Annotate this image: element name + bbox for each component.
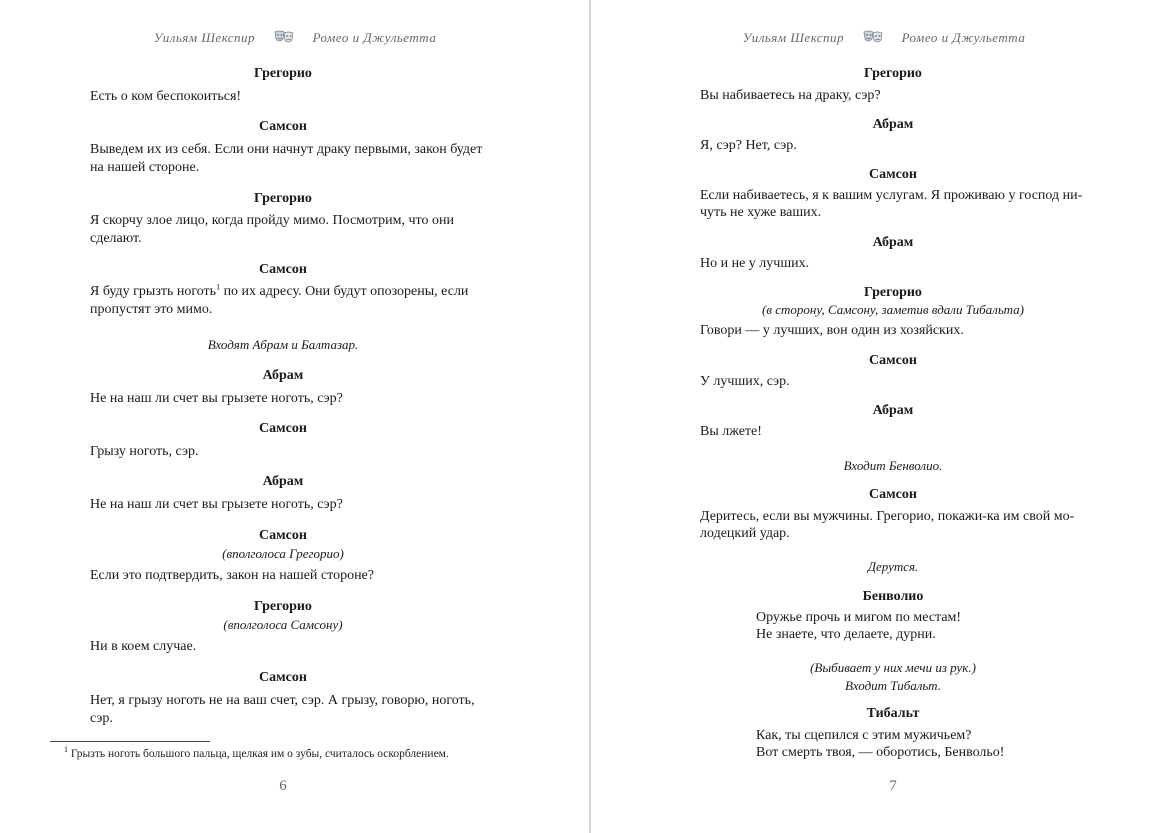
stage-direction: Входит Тибальт. [845,678,941,693]
stage-direction: (вполголоса Грегорио) [222,546,344,561]
dialogue-line: Я, сэр? Нет, сэр. [700,138,797,153]
speaker-name: Грегорио [254,599,312,614]
dialogue-line: Я скорчу злое лицо, когда пройду мимо. Посмотрим, что они [90,213,454,228]
speaker-name: Грегорио [864,285,922,300]
speaker-name: Абрам [872,235,914,250]
dialogue-line: лодецкий удар. [700,526,790,541]
header-title: Ромео и Джульетта [901,30,1026,45]
header-author: Уильям Шекспир [153,30,256,45]
dialogue-line: Я буду грызть ноготь$^1$ по их адресу. Они будут опозорены, если [90,282,469,299]
stage-direction: Дерутся. [867,559,919,574]
theatre-masks-icon [862,30,884,44]
speaker-name: Абрам [262,474,304,489]
dialogue-line: на нашей стороне. [90,160,200,175]
speaker-name: Самсон [869,487,917,502]
speaker-name: Бенволио [862,589,924,604]
speaker-name: Самсон [259,119,307,134]
speaker-name: Самсон [259,670,307,685]
page-number: 7 [889,778,897,794]
footnote-rule [50,741,210,742]
stage-direction: Входят Абрам и Балтазар. [207,337,359,352]
book-spine [589,0,591,833]
dialogue-line: У лучших, сэр. [700,374,790,389]
header-author: Уильям Шекспир [742,30,845,45]
dialogue-line: сэр. [90,711,113,726]
dialogue-line: Не на наш ли счет вы грызете ноготь, сэр? [90,497,343,512]
dialogue-line: Деритесь, если вы мужчины. Грегорио, покажи-ка им свой мо- [700,509,1075,524]
speaker-name: Самсон [259,421,307,436]
dialogue-line: Не на наш ли счет вы грызете ноготь, сэр? [90,391,343,406]
stage-direction: Входит Бенволио. [843,458,943,473]
stage-direction: (в сторону, Самсону, заметив вдали Тибальта) [762,302,1024,317]
stage-direction: (вполголоса Самсону) [223,617,343,632]
verse-line: Не знаете, что делаете, дурни. [756,627,936,642]
speaker-name: Грегорио [254,191,312,206]
speaker-name: Самсон [259,262,307,277]
speaker-name: Абрам [872,117,914,132]
dialogue-line: Вы лжете! [700,424,762,439]
speaker-name: Самсон [869,167,917,182]
dialogue-line: Выведем их из себя. Если они начнут драку первыми, закон будет [90,142,483,157]
verse-line: Как, ты сцепился с этим мужичьем? [756,728,972,743]
page-number: 6 [279,778,287,794]
speaker-name: Абрам [872,403,914,418]
header-title: Ромео и Джульетта [312,30,437,45]
running-header [0,30,590,46]
speaker-name: Грегорио [864,66,922,81]
stage-direction: (Выбивает у них мечи из рук.) [810,660,976,675]
dialogue-line: чуть не хуже ваших. [700,205,822,220]
theatre-masks-icon [273,30,295,44]
dialogue-line: Есть о ком беспокоиться! [90,89,242,104]
speaker-name: Абрам [262,368,304,383]
dialogue-line: Говори — у лучших, вон один из хозяйских. [700,323,964,338]
dialogue-line: пропустят это мимо. [90,302,213,317]
verse-line: Вот смерть твоя, — оборотись, Бенвольо! [756,745,1005,760]
dialogue-line: сделают. [90,231,142,246]
dialogue-line: Грызу ноготь, сэр. [90,444,199,459]
dialogue-line: Нет, я грызу ноготь не на ваш счет, сэр. А грызу, говорю, ноготь, [90,693,475,708]
footnote-mark: 1 [64,745,68,755]
right-page [592,0,1176,833]
speaker-name: Тибальт [866,706,920,721]
dialogue-line: Если набиваетесь, я к вашим услугам. Я проживаю у господ ни- [700,188,1083,203]
running-header [592,30,1176,46]
footnote: $^1$ Грызть ноготь большого пальца, щелкая им о зубы, считалось оскорблением. [64,745,449,760]
dialogue-line: Если это подтвердить, закон на нашей стороне? [90,568,374,583]
verse-line: Оружье прочь и мигом по местам! [756,610,962,625]
dialogue-line: Вы набиваетесь на драку, сэр? [700,88,881,103]
dialogue-line: Ни в коем случае. [90,639,197,654]
speaker-name: Самсон [869,353,917,368]
dialogue-line: Но и не у лучших. [700,256,810,271]
speaker-name: Самсон [259,528,307,543]
speaker-name: Грегорио [254,66,312,81]
footnote-marker: 1 [216,282,221,292]
